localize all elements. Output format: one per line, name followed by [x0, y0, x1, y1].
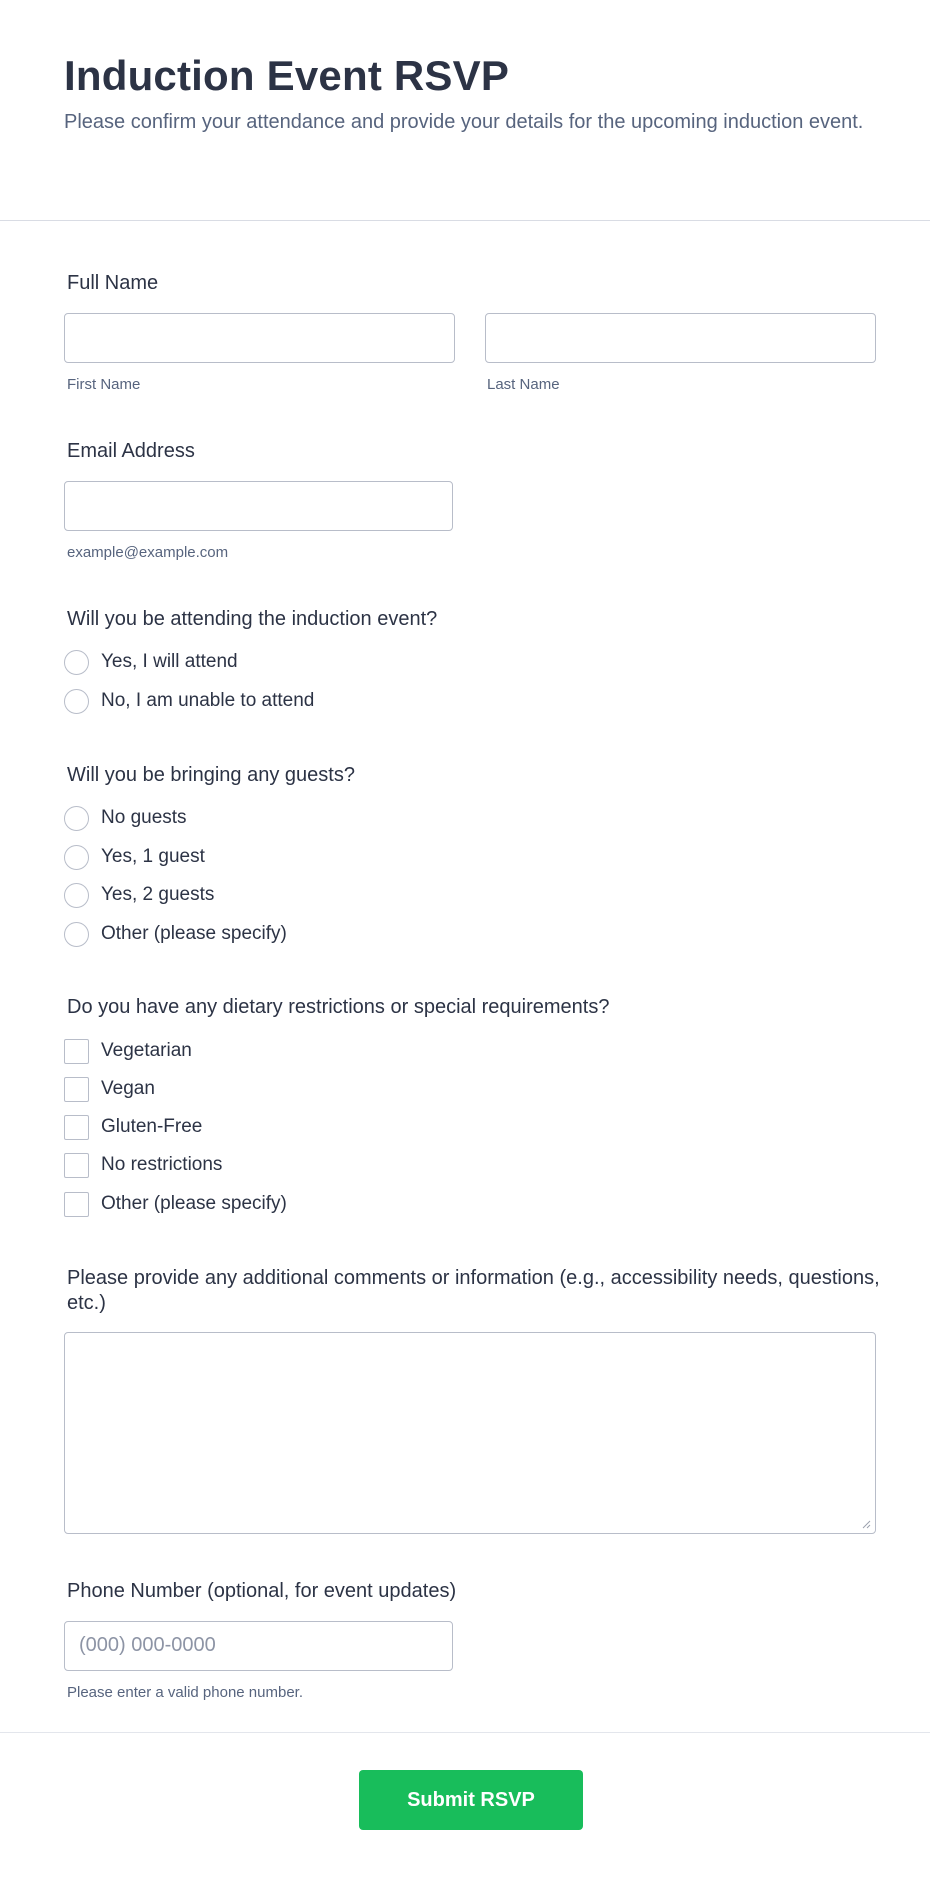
radio-guests-none[interactable] — [64, 805, 187, 831]
radio-attend-yes[interactable] — [64, 649, 238, 675]
phone-placeholder: (000) 000-0000 — [79, 1634, 216, 1656]
email-sublabel: example@example.com — [67, 544, 229, 561]
radio-attend-no[interactable] — [64, 688, 314, 714]
phone-sublabel: Please enter a valid phone number. — [67, 1684, 303, 1701]
checkbox-other[interactable] — [64, 1191, 287, 1217]
form-header — [0, 0, 930, 221]
radio-guests-other[interactable] — [64, 921, 287, 947]
option-label: No restrictions — [101, 1154, 223, 1175]
dietary-question: Do you have any dietary restrictions or special requirements? — [67, 996, 610, 1018]
submit-rsvp-button[interactable]: Submit RSVP — [359, 1770, 583, 1830]
first-name-input[interactable] — [64, 313, 455, 363]
page-title: Induction Event RSVP — [64, 52, 510, 99]
email-input[interactable] — [64, 481, 453, 531]
radio-button[interactable] — [64, 845, 89, 870]
option-label: Other (please specify) — [101, 923, 287, 944]
radio-button[interactable] — [64, 922, 89, 947]
checkbox[interactable] — [64, 1192, 89, 1217]
comments-label: Please provide any additional comments or information (e.g., accessibility needs, questions, etc.) — [67, 1267, 880, 1314]
checkbox-gluten-free[interactable] — [64, 1114, 202, 1140]
option-label: Yes, 2 guests — [101, 884, 215, 905]
first-name-sublabel: First Name — [67, 376, 141, 393]
radio-button[interactable] — [64, 689, 89, 714]
radio-button[interactable] — [64, 883, 89, 908]
attending-question: Will you be attending the induction event? — [67, 608, 438, 630]
comments-textarea[interactable] — [64, 1332, 876, 1534]
radio-guests-two[interactable] — [64, 882, 214, 908]
option-label: Other (please specify) — [101, 1193, 287, 1214]
resize-handle-icon[interactable] — [861, 1519, 871, 1529]
page-subtitle: Please confirm your attendance and provide your details for the upcoming induction event. — [64, 111, 864, 133]
option-label: No guests — [101, 807, 187, 828]
checkbox-vegan[interactable] — [64, 1076, 155, 1102]
last-name-sublabel: Last Name — [487, 376, 560, 393]
checkbox[interactable] — [64, 1039, 89, 1064]
radio-guests-one[interactable] — [64, 844, 205, 870]
option-label: Yes, 1 guest — [101, 846, 205, 867]
phone-input[interactable] — [64, 1621, 453, 1671]
option-label: Vegan — [101, 1078, 155, 1099]
checkbox-vegetarian[interactable] — [64, 1038, 192, 1064]
email-label: Email Address — [67, 440, 195, 462]
full-name-label: Full Name — [67, 272, 159, 294]
option-label: Gluten-Free — [101, 1116, 203, 1137]
phone-label: Phone Number (optional, for event updates) — [67, 1580, 457, 1602]
guests-question: Will you be bringing any guests? — [67, 764, 355, 786]
option-label: No, I am unable to attend — [101, 690, 315, 711]
checkbox[interactable] — [64, 1153, 89, 1178]
option-label: Yes, I will attend — [101, 651, 238, 672]
checkbox-no-restrictions[interactable] — [64, 1152, 222, 1178]
checkbox[interactable] — [64, 1077, 89, 1102]
checkbox[interactable] — [64, 1115, 89, 1140]
last-name-input[interactable] — [485, 313, 876, 363]
radio-button[interactable] — [64, 806, 89, 831]
option-label: Vegetarian — [101, 1040, 192, 1061]
radio-button[interactable] — [64, 650, 89, 675]
